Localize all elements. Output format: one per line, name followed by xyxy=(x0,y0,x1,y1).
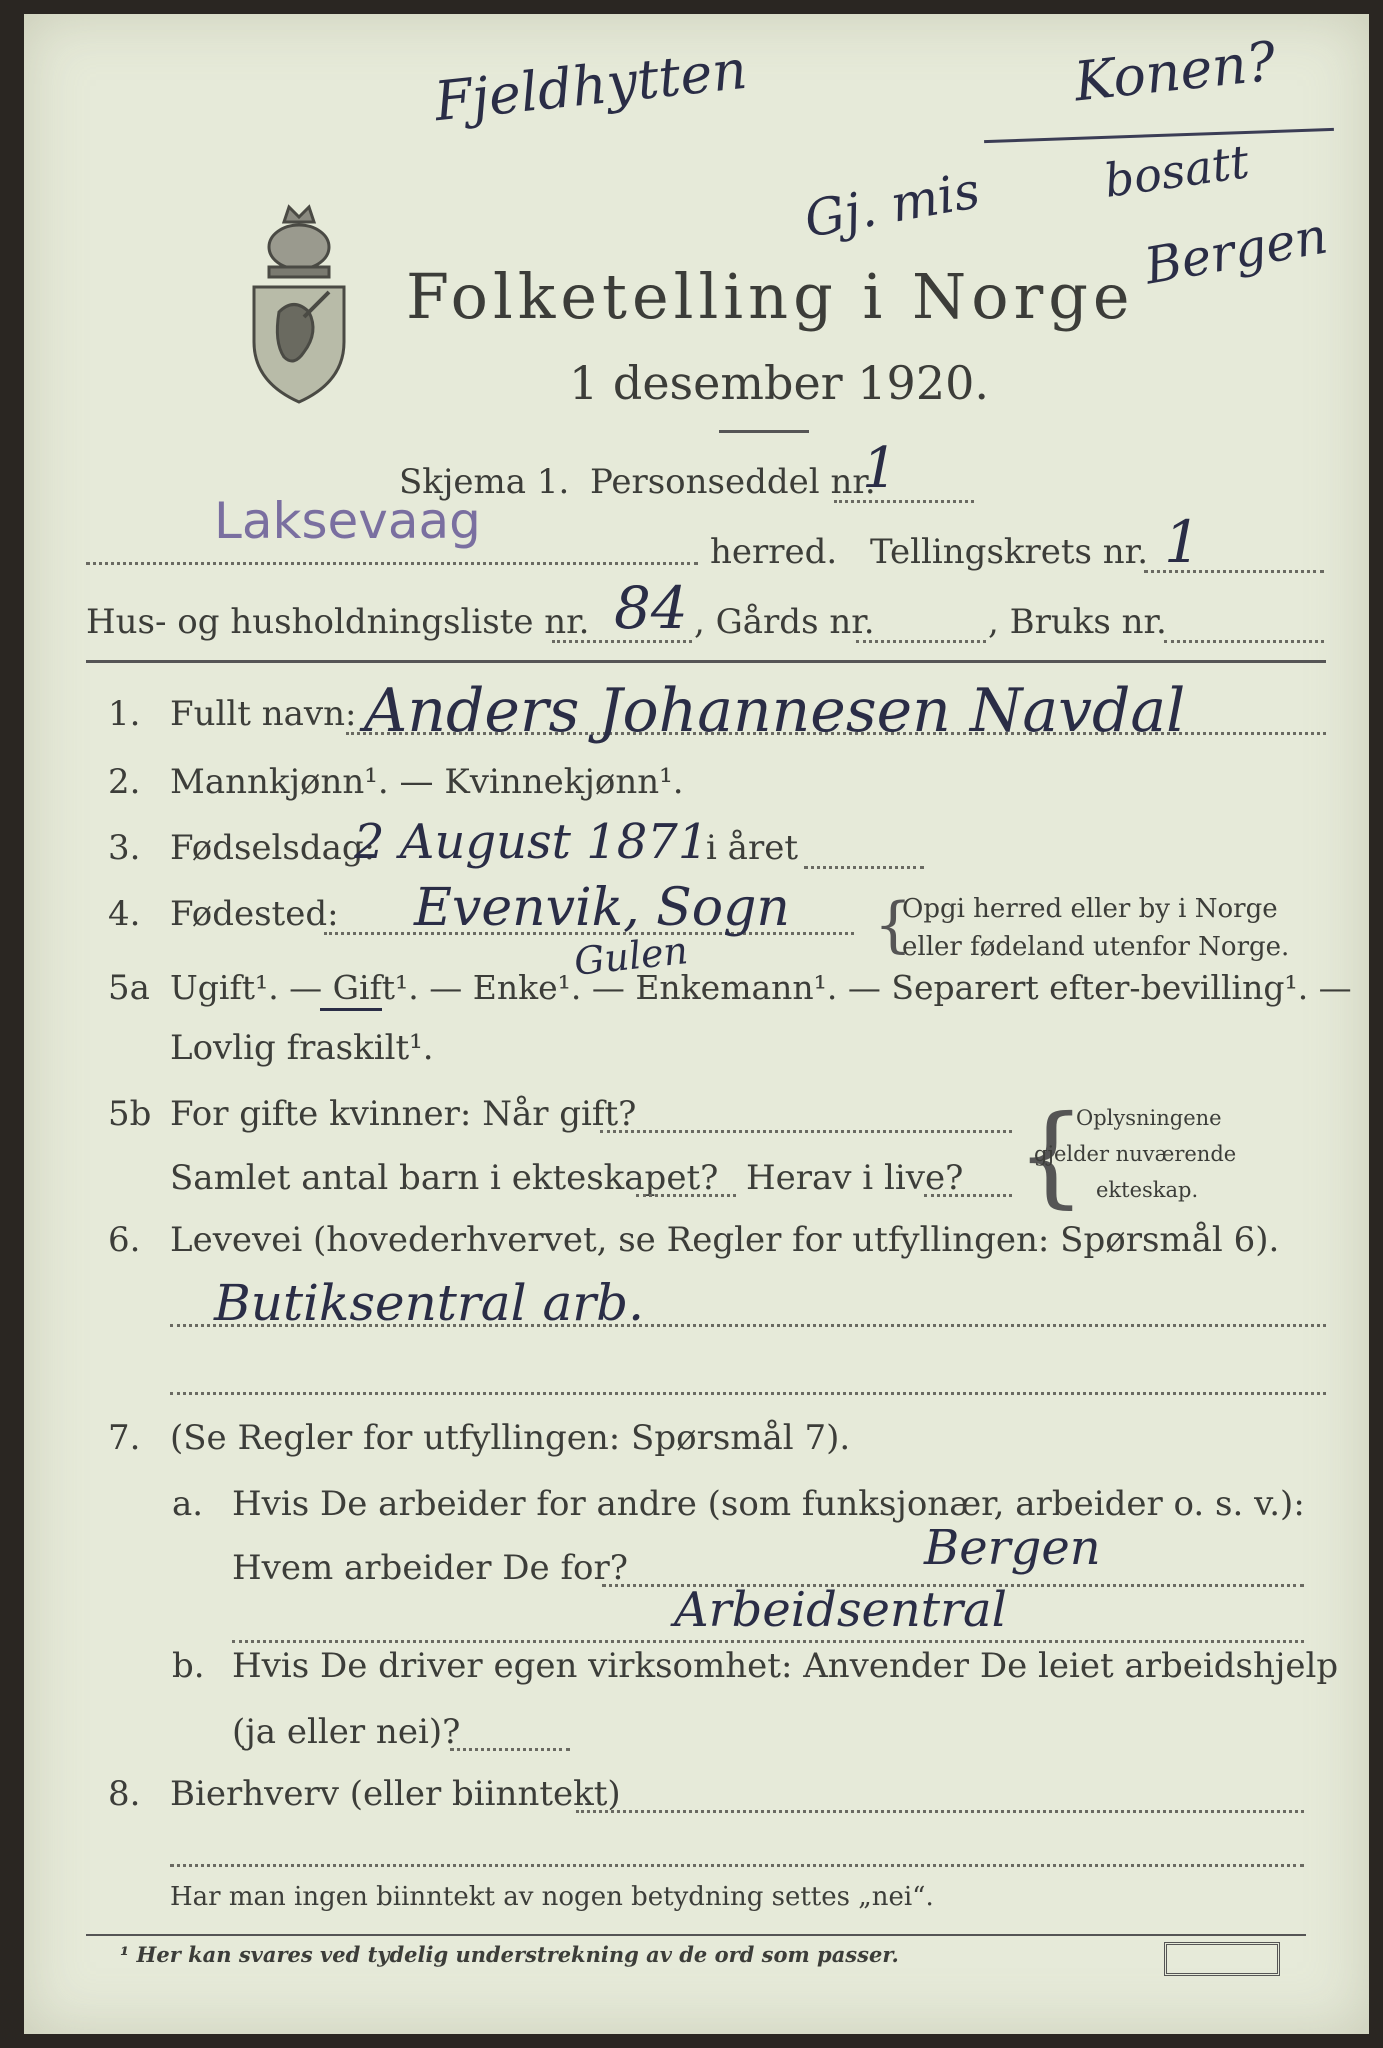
q7a-letter: a. xyxy=(172,1484,204,1524)
q7b-field[interactable] xyxy=(450,1748,570,1751)
q7a-value-line2: Arbeidsentral xyxy=(674,1582,1007,1638)
q5b-note-line1: Oplysningene xyxy=(1076,1106,1222,1130)
q5b-married-field[interactable] xyxy=(600,1130,1012,1133)
q6-value: Butiksentral arb. xyxy=(214,1274,645,1332)
q7a-label: Hvis De arbeider for andre (som funksjonær, arbeider o. s. v.): xyxy=(232,1484,1305,1524)
q7b-label: Hvis De driver egen virksomhet: Anvender De leiet arbeidshjelp xyxy=(232,1646,1339,1686)
q7a-field-line2[interactable] xyxy=(232,1640,1304,1643)
q5b-alive-label: Herav i live? xyxy=(746,1158,964,1198)
q6-number: 6. xyxy=(108,1220,141,1260)
q8-field-line2[interactable] xyxy=(170,1864,1304,1867)
annotation-top-right: Konen? xyxy=(1071,29,1279,114)
q5b-children-label: Samlet antal barn i ekteskapet? xyxy=(170,1158,719,1198)
gards-label: , Gårds nr. xyxy=(694,602,875,642)
q5b-label: For gifte kvinner: Når gift? xyxy=(170,1094,637,1134)
census-form-page xyxy=(24,14,1369,2034)
annotation-mid-left: Gj. mis xyxy=(800,161,984,249)
q4-value-second: Gulen xyxy=(572,928,690,984)
title-divider xyxy=(719,430,809,433)
annotation-top-left: Fjeldhytten xyxy=(431,37,750,134)
q5b-brace: { xyxy=(1016,1091,1086,1219)
q5a-label: Ugift¹. — Gift¹. — Enke¹. — Enkemann¹. — Separert efter-bevilling¹. — xyxy=(170,968,1352,1007)
annotation-bergen: Bergen xyxy=(1140,206,1332,296)
personseddel-field[interactable] xyxy=(834,500,974,503)
tellingskrets-value: 1 xyxy=(1164,508,1201,576)
q4-label: Fødested: xyxy=(170,894,339,934)
q1-label: Fullt navn: xyxy=(170,694,357,734)
q4-note-line2: eller fødeland utenfor Norge. xyxy=(902,932,1290,962)
q2-label: Mannkjønn¹. — Kvinnekjønn¹. xyxy=(170,762,684,802)
q7-number: 7. xyxy=(108,1418,141,1458)
q5a-number: 5a xyxy=(108,968,150,1008)
q6-field-line1[interactable] xyxy=(170,1324,1326,1327)
census-date: 1 desember 1920. xyxy=(569,356,989,410)
annotation-underline xyxy=(984,128,1334,143)
q5b-number: 5b xyxy=(108,1094,152,1134)
tellingskrets-label: Tellingskrets nr. xyxy=(870,532,1149,572)
printer-mark-icon xyxy=(1164,1942,1280,1976)
q3-number: 3. xyxy=(108,828,141,868)
gift-underline[interactable] xyxy=(320,1008,382,1011)
q1-value: Anders Johannesen Navdal xyxy=(364,676,1186,746)
q3-field[interactable] xyxy=(804,866,924,869)
q7a-label-second: Hvem arbeider De for? xyxy=(232,1548,628,1588)
gards-field[interactable] xyxy=(856,640,986,643)
q5a-label-second: Lovlig fraskilt¹. xyxy=(170,1028,434,1068)
q4-value: Evenvik, Sogn xyxy=(414,878,790,938)
q8-field-line1[interactable] xyxy=(576,1810,1304,1813)
q5b-children-field[interactable] xyxy=(636,1194,736,1197)
q8-number: 8. xyxy=(108,1774,141,1814)
bruks-label: , Bruks nr. xyxy=(988,602,1167,642)
herred-stamp: Laksevaag xyxy=(214,492,481,550)
footer-divider xyxy=(86,1934,1306,1936)
q8-label: Bierhverv (eller biinntekt) xyxy=(170,1774,621,1814)
q7a-value-line1: Bergen xyxy=(924,1520,1101,1576)
q4-note-line1: Opgi herred eller by i Norge xyxy=(902,894,1278,924)
q3-suffix: i året xyxy=(706,828,798,868)
footnote: ¹ Her kan svares ved tydelig understrekning av de ord som passer. xyxy=(120,1942,899,1967)
header-divider xyxy=(86,660,1326,663)
norwegian-coat-of-arms-icon xyxy=(244,192,354,407)
q1-number: 1. xyxy=(108,694,141,734)
q4-number: 4. xyxy=(108,894,141,934)
q5b-note-line2: gjelder nuværende xyxy=(1034,1142,1237,1166)
q7b-label-second: (ja eller nei)? xyxy=(232,1712,461,1752)
q5b-note-line3: ekteskap. xyxy=(1096,1178,1199,1202)
annotation-bosatt: bosatt xyxy=(1100,134,1253,208)
q5b-alive-field[interactable] xyxy=(924,1194,1012,1197)
q3-value: 2 August 1871 xyxy=(354,814,709,870)
personseddel-value: 1 xyxy=(862,436,898,501)
q3-label: Fødselsdag: xyxy=(170,828,376,868)
q4-brace: { xyxy=(874,890,913,960)
herred-label: herred. xyxy=(710,532,838,572)
q6-field-line2[interactable] xyxy=(170,1392,1326,1395)
footer-note: Har man ingen biinntekt av nogen betydning settes „nei“. xyxy=(170,1882,934,1912)
hus-label: Hus- og husholdningsliste nr. xyxy=(86,602,590,642)
q7b-letter: b. xyxy=(172,1646,205,1686)
q7-label: (Se Regler for utfyllingen: Spørsmål 7). xyxy=(170,1418,851,1458)
bruks-field[interactable] xyxy=(1164,640,1324,643)
q2-number: 2. xyxy=(108,762,141,802)
herred-field[interactable] xyxy=(86,562,698,565)
skjema-label: Skjema 1. xyxy=(399,462,570,502)
q6-label: Levevei (hovederhvervet, se Regler for utfyllingen: Spørsmål 6). xyxy=(170,1220,1280,1260)
hus-value: 84 xyxy=(614,574,688,642)
page-title: Folketelling i Norge xyxy=(406,260,1135,333)
personseddel-label: Personseddel nr. xyxy=(590,462,876,502)
